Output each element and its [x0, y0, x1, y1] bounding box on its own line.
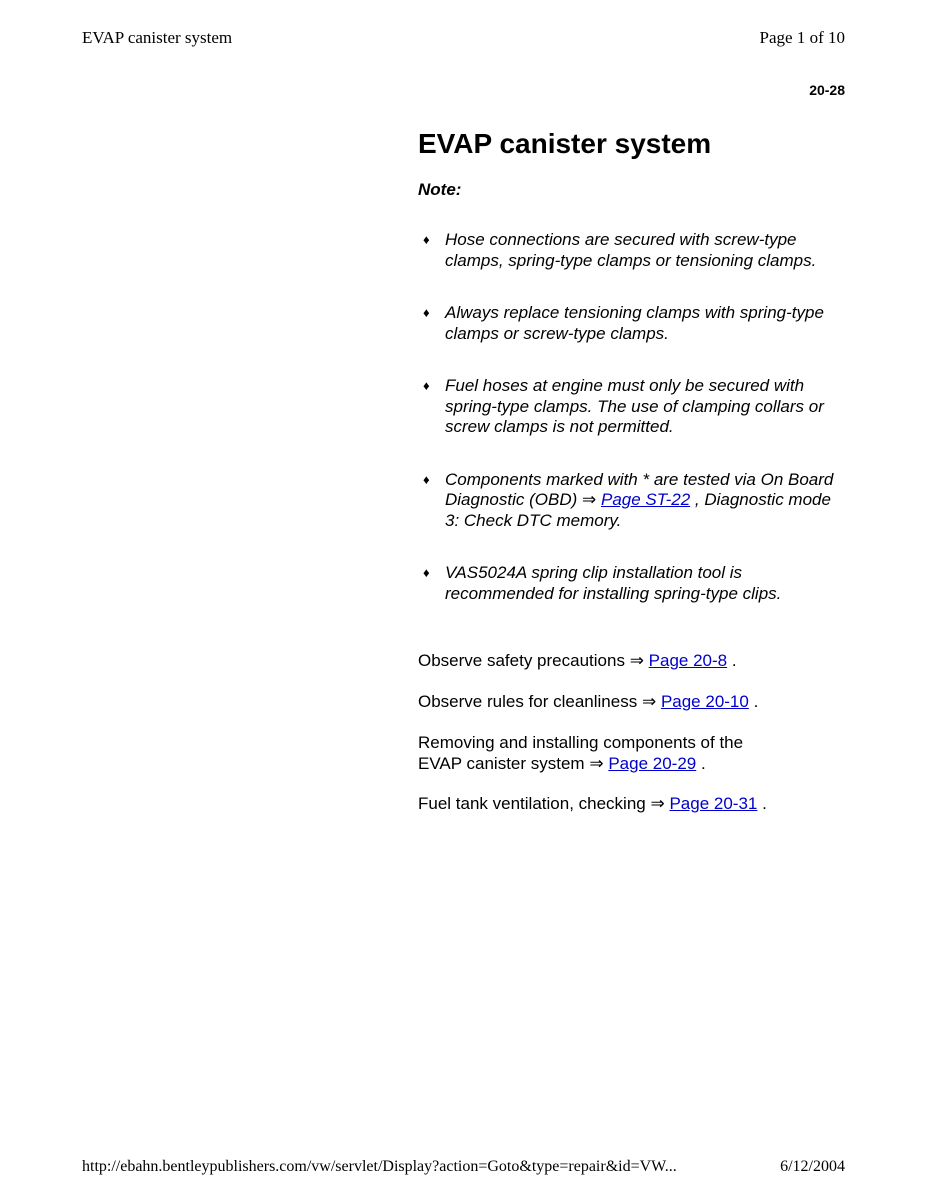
note-label: Note: [418, 180, 462, 199]
page-title: EVAP canister system [418, 128, 712, 159]
reference-end: . [753, 692, 759, 711]
print-header-title: EVAP canister system [82, 28, 233, 47]
diamond-bullet-icon: ♦ [423, 305, 430, 320]
reference-text: Observe rules for cleanliness [418, 692, 638, 711]
note-list [418, 230, 848, 604]
reference-cleanliness [418, 692, 848, 713]
note-item [418, 230, 848, 271]
diamond-bullet-icon: ♦ [423, 471, 430, 487]
note-text-continued: , Diagnostic mode 3: Check DTC memory. [445, 490, 831, 530]
diamond-bullet-icon: ♦ [423, 378, 430, 393]
reference-fuel-tank-ventilation [418, 794, 848, 815]
reference-removing-installing [418, 733, 778, 774]
section-number: 20-28 [809, 82, 845, 98]
print-header-page-info: Page 1 of 10 [759, 28, 845, 47]
link-page-20-10[interactable]: Page 20-10 [660, 692, 749, 711]
note-text: VAS5024A spring clip installation tool is recommended for installing spring-type clips. [445, 563, 782, 603]
arrow-right-icon: ⇒ [589, 753, 604, 773]
reference-end: . [700, 753, 706, 773]
diamond-bullet-icon: ♦ [423, 232, 430, 247]
link-page-20-29[interactable]: Page 20-29 [608, 753, 697, 773]
reference-safety-precautions [418, 651, 848, 672]
reference-text: Fuel tank ventilation, checking [418, 794, 646, 813]
note-text: Fuel hoses at engine must only be secured with spring-type clamps. The use of clamping collars or screw clamps is not permitted. [445, 376, 824, 436]
note-text: Hose connections are secured with screw-type clamps, spring-type clamps or tensioning clamps. [445, 230, 817, 270]
arrow-right-icon: ⇒ [641, 692, 657, 711]
note-text: Always replace tensioning clamps with spring-type clamps or screw-type clamps. [445, 303, 824, 343]
diamond-bullet-icon: ♦ [423, 565, 430, 580]
note-item [418, 303, 848, 344]
reference-text: Removing and installing components of the EVAP canister system [418, 733, 744, 773]
arrow-right-icon: ⇒ [650, 794, 665, 813]
arrow-right-icon: ⇒ [629, 651, 644, 670]
reference-end: . [731, 651, 737, 670]
arrow-right-icon: ⇒ [582, 490, 597, 509]
note-item [418, 563, 848, 604]
print-footer-url: http://ebahn.bentleypublishers.com/vw/servlet/Display?action=Goto&type=repair&id=VW... [82, 1158, 677, 1175]
note-item [418, 470, 848, 532]
link-page-20-8[interactable]: Page 20-8 [648, 651, 728, 670]
print-footer-date: 6/12/2004 [780, 1158, 845, 1175]
note-item [418, 376, 848, 438]
note-text: Components marked with * are tested via On Board Diagnostic (OBD) [445, 469, 834, 509]
link-page-st-22[interactable]: Page ST-22 [600, 490, 691, 509]
reference-end: . [762, 794, 767, 813]
reference-text: Observe safety precautions [418, 651, 625, 670]
link-page-20-31[interactable]: Page 20-31 [669, 794, 758, 813]
